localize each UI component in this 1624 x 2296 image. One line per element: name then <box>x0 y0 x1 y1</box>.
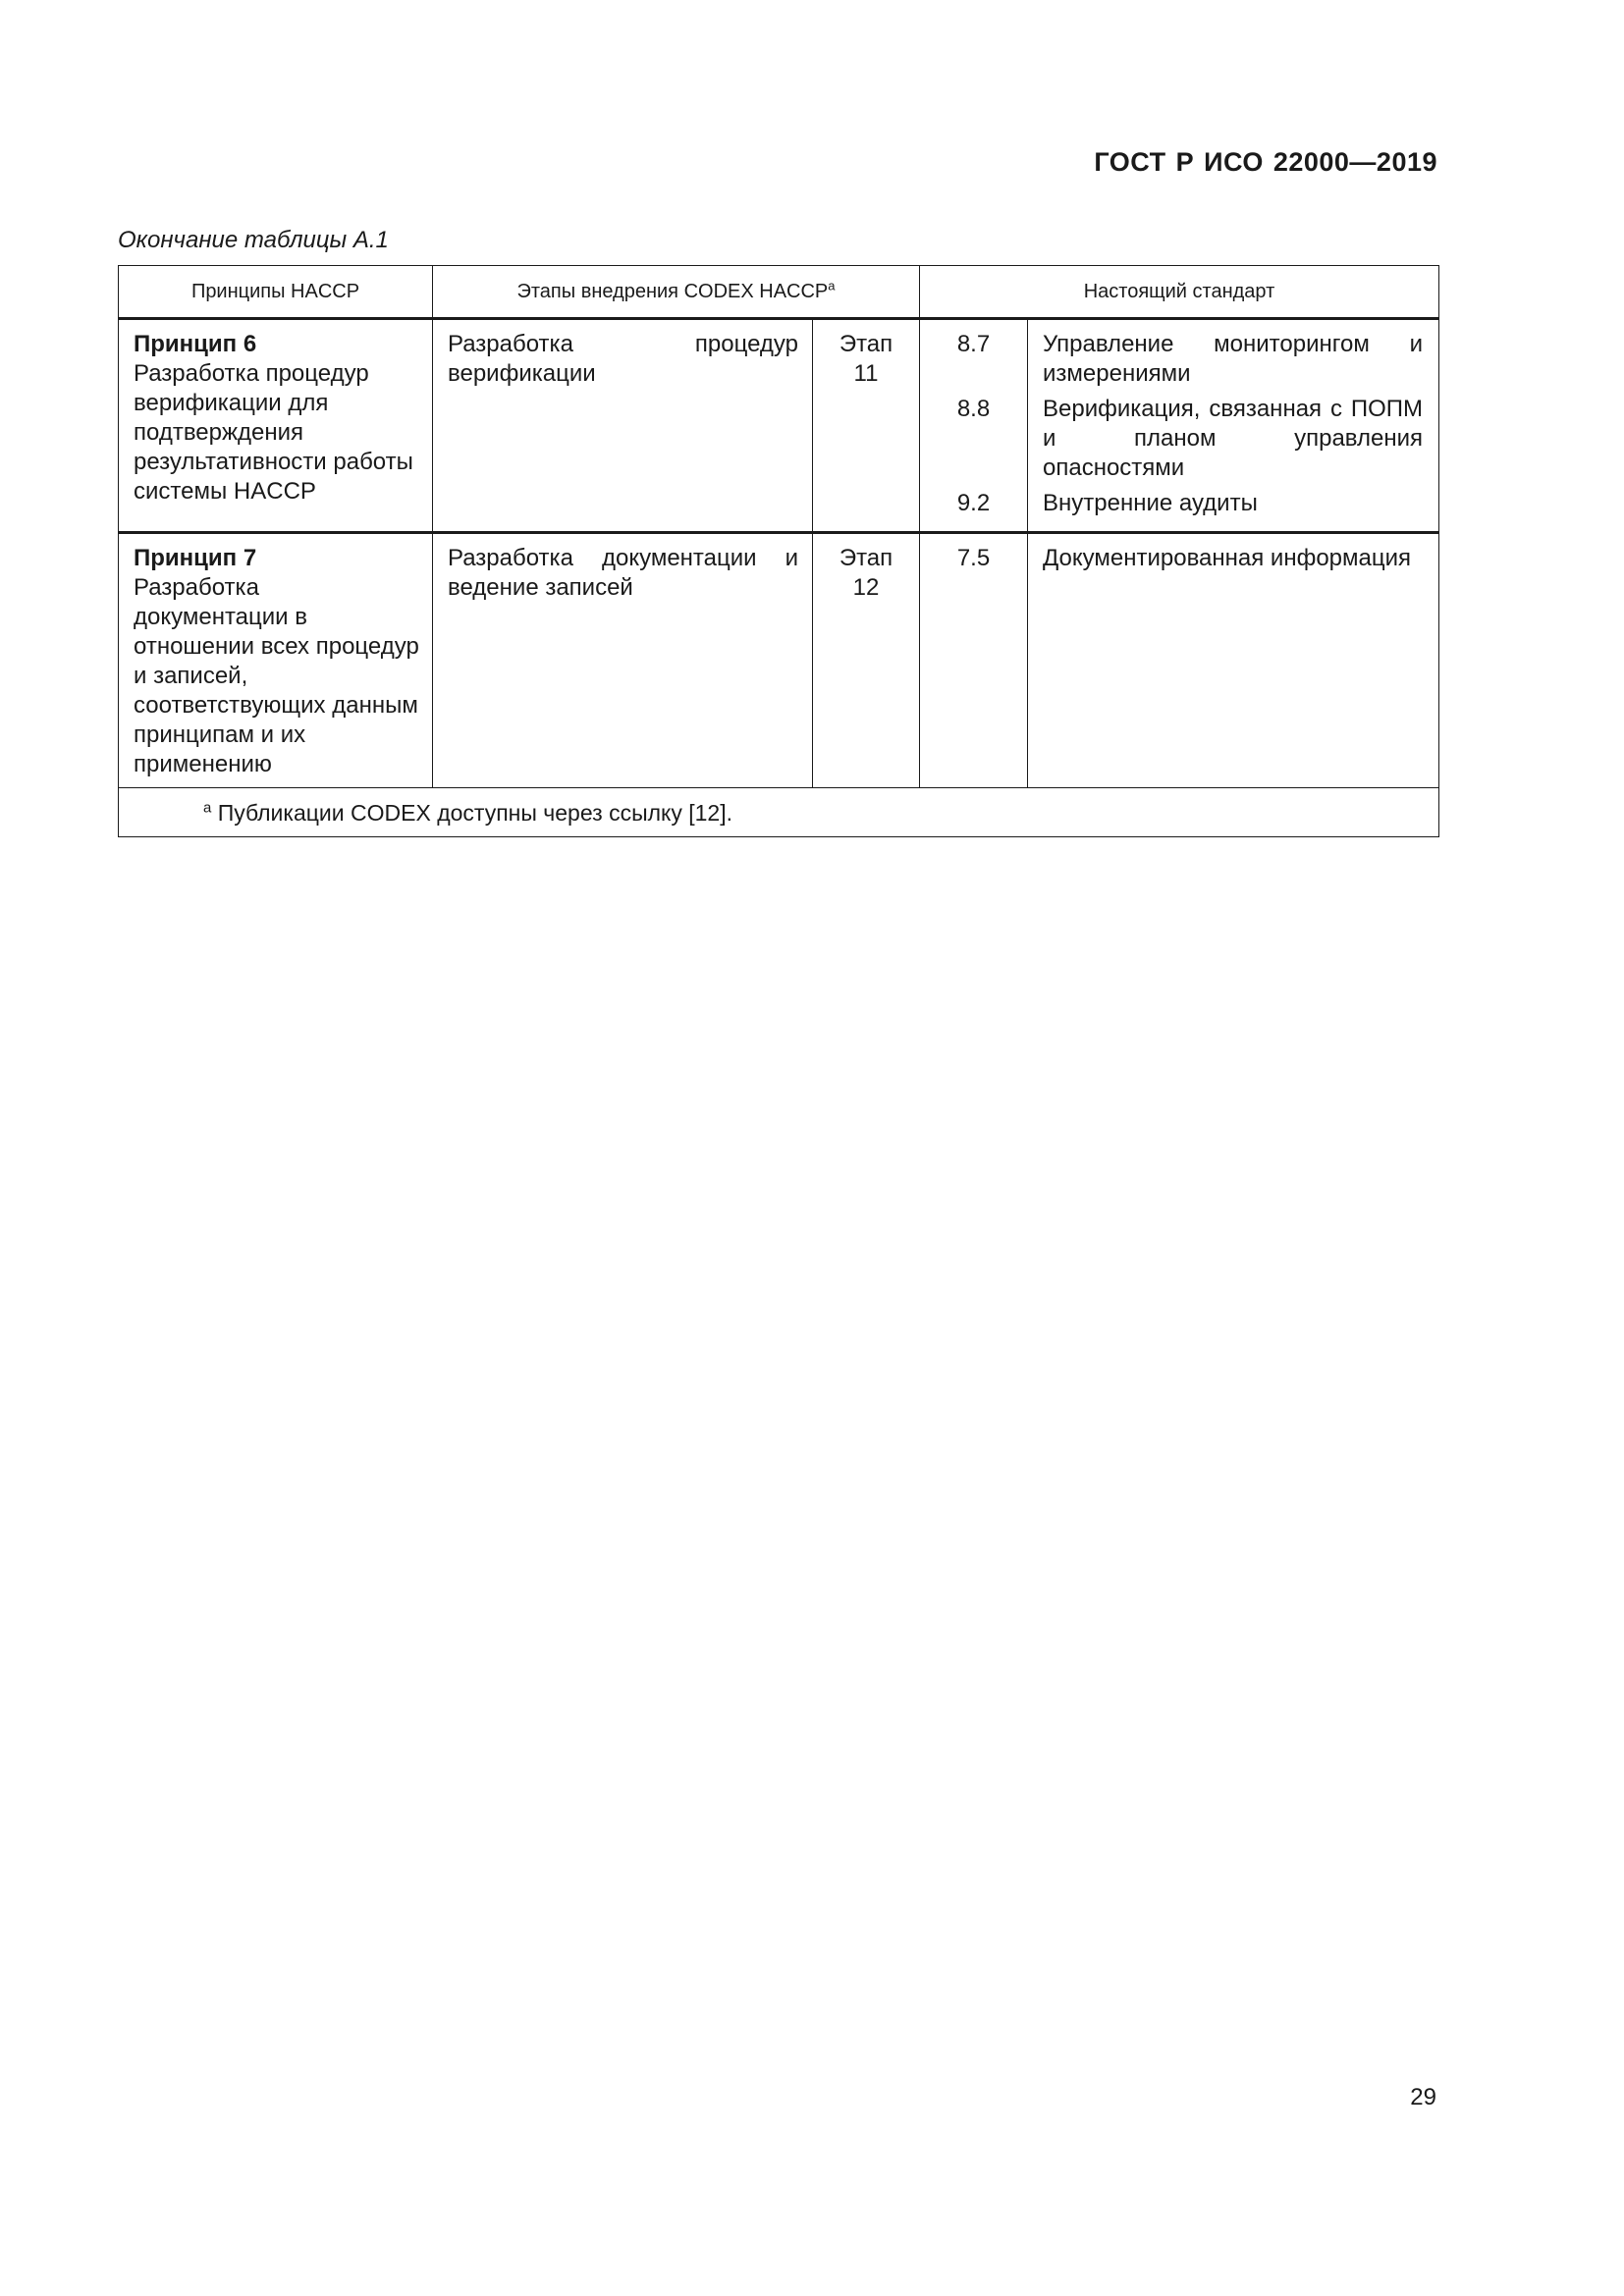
clause-title: Внутренние аудиты <box>1043 490 1258 516</box>
stage-name: Разработка процедур верификации <box>448 331 798 387</box>
table-row <box>119 319 1439 533</box>
principle-text: Разработка документации в отношении всех процедур и записей, соответствующих данным принципам и их применению <box>134 574 419 777</box>
page-number: 29 <box>1410 2084 1436 2110</box>
header-codex-stages: Этапы внедрения CODEX HACCP$^a$ <box>433 266 920 319</box>
footnote-text: Публикации CODEX доступны через ссылку [12]. <box>217 799 732 826</box>
clause-number: 7.5 <box>956 545 991 571</box>
stage-number-cell <box>813 319 920 533</box>
stage-name: Разработка документации и ведение записей <box>448 545 798 601</box>
hacсp-correspondence-table <box>118 265 1439 837</box>
clause-number: 8.7 <box>956 331 991 357</box>
stage-name-cell <box>433 319 813 533</box>
clause-numbers-cell <box>920 533 1028 788</box>
stage-name-cell <box>433 533 813 788</box>
footnote-row <box>119 788 1439 837</box>
clause-titles-cell <box>1028 319 1439 533</box>
principle-title: Принцип 7 <box>134 545 257 571</box>
header-principles: Принципы HACCP <box>119 266 433 319</box>
footnote-cell <box>119 788 1439 837</box>
clause-numbers-cell <box>920 319 1028 533</box>
table-header-row <box>119 266 1439 319</box>
clause-number: 9.2 <box>956 490 991 516</box>
stage-label: Этап <box>839 545 893 571</box>
principle-cell <box>119 319 433 533</box>
clause-number: 8.8 <box>956 396 991 422</box>
clause-titles-cell <box>1028 533 1439 788</box>
clause-title: Верификация, связанная с ПОПМ и планом управления опасностями <box>1043 396 1423 481</box>
principle-text: Разработка процедур верификации для подтверждения результативности работы системы HACCP <box>134 360 413 505</box>
footnote-mark: a <box>203 798 212 816</box>
stage-number: 11 <box>853 360 879 387</box>
table-caption: Окончание таблицы А.1 <box>118 227 389 253</box>
principle-title: Принцип 6 <box>134 331 257 357</box>
stage-number: 12 <box>852 574 880 601</box>
stage-label: Этап <box>839 331 893 357</box>
clause-title: Управление мониторингом и измерениями <box>1043 331 1423 387</box>
table-row <box>119 533 1439 788</box>
clause-title: Документированная информация <box>1043 545 1412 571</box>
principle-cell <box>119 533 433 788</box>
stage-number-cell <box>813 533 920 788</box>
footnote-mark: a <box>828 278 836 294</box>
header-this-standard: Настоящий стандарт <box>920 266 1439 319</box>
document-standard-id: ГОСТ Р ИСО 22000—2019 <box>1094 147 1437 177</box>
